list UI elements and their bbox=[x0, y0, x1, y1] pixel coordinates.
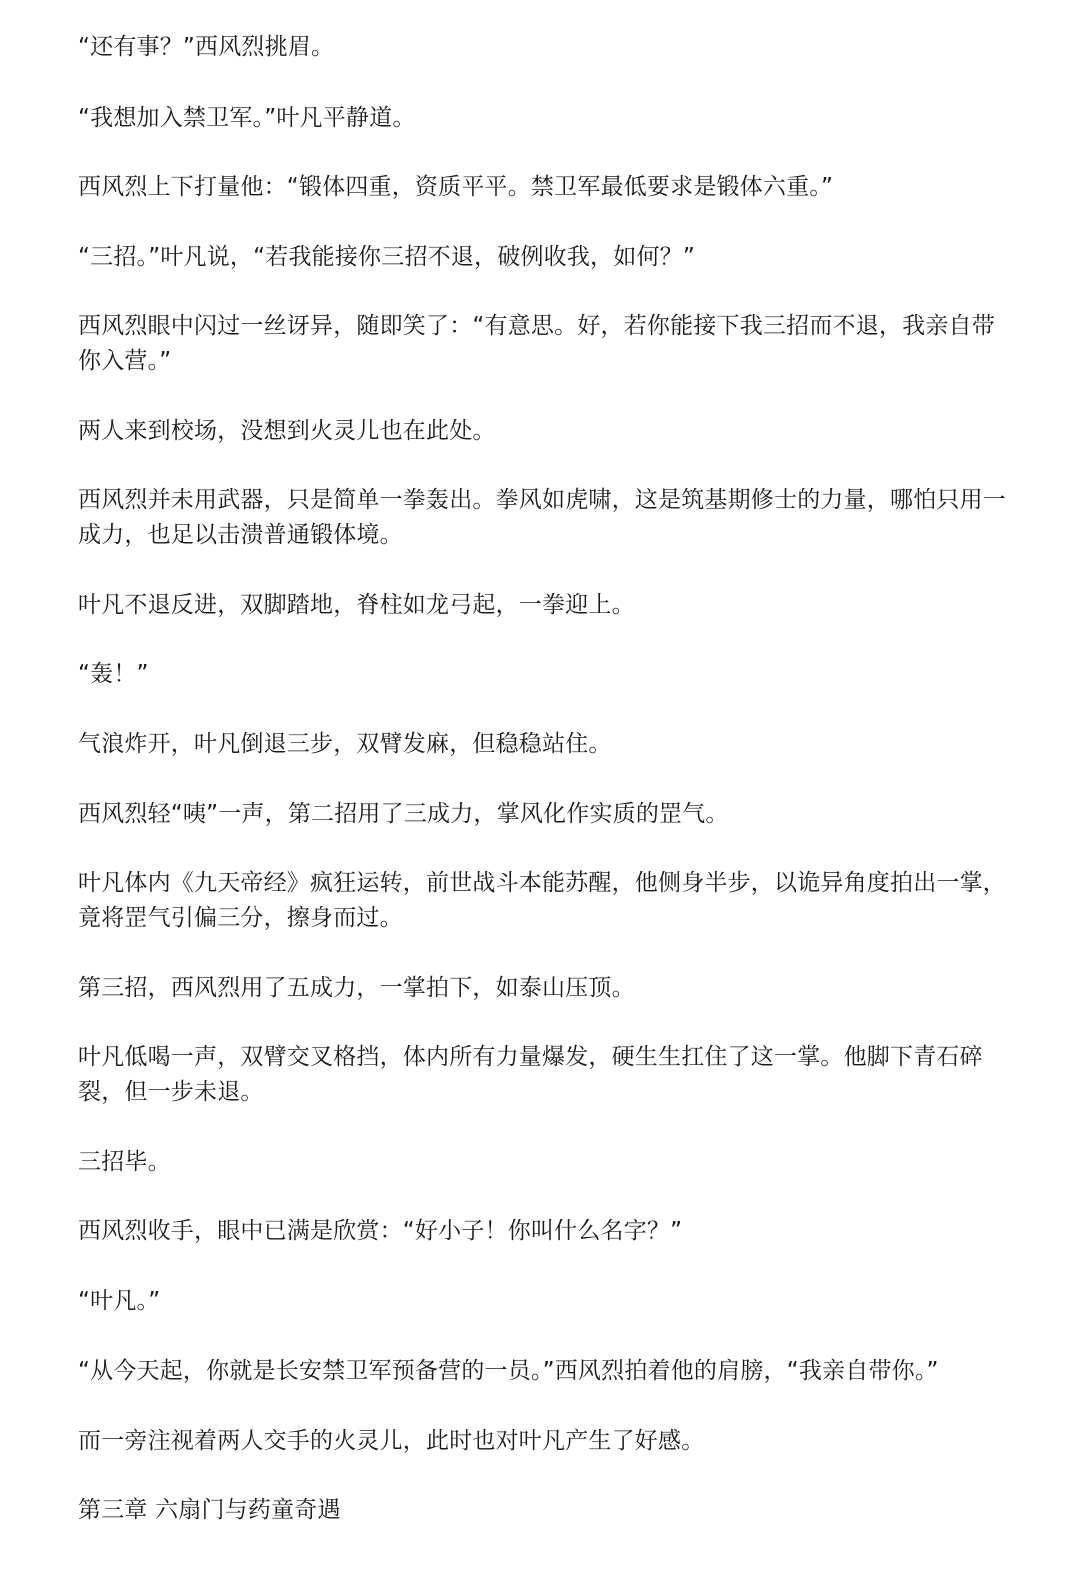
paragraph-10: 气浪炸开，叶凡倒退三步，双臂发麻，但稳稳站住。 bbox=[78, 731, 612, 757]
paragraph-4: “三招。”叶凡说，“若我能接你三招不退，破例收我，如何？” bbox=[78, 244, 695, 270]
chapter-heading: 第三章 六扇门与药童奇遇 bbox=[78, 1497, 341, 1523]
paragraph-15: 三招毕。 bbox=[78, 1149, 171, 1175]
paragraph-3: 西风烈上下打量他：“锻体四重，资质平平。禁卫军最低要求是锻体六重。” bbox=[78, 174, 834, 200]
paragraph-2: “我想加入禁卫军。”叶凡平静道。 bbox=[78, 105, 416, 131]
paragraph-14: 叶凡低喝一声，双臂交叉格挡，体内所有力量爆发，硬生生扛住了这一掌。他脚下青石碎裂，但一步未退。 bbox=[78, 1044, 983, 1105]
paragraph-6: 两人来到校场，没想到火灵儿也在此处。 bbox=[78, 418, 496, 444]
paragraph-11: 西风烈轻“咦”一声，第二招用了三成力，掌风化作实质的罡气。 bbox=[78, 801, 729, 827]
paragraph-18: “从今天起，你就是长安禁卫军预备营的一员。”西风烈拍着他的肩膀，“我亲自带你。” bbox=[78, 1358, 939, 1384]
paragraph-9: “轰！” bbox=[78, 661, 149, 687]
paragraph-12: 叶凡体内《九天帝经》疯狂运转，前世战斗本能苏醒，他侧身半步，以诡异角度拍出一掌，竟将罡气引偏三分，擦身而过。 bbox=[78, 870, 1006, 931]
paragraph-17: “叶凡。” bbox=[78, 1288, 161, 1314]
paragraph-19: 而一旁注视着两人交手的火灵儿，此时也对叶凡产生了好感。 bbox=[78, 1428, 705, 1454]
paragraph-16: 西风烈收手，眼中已满是欣赏：“好小子！你叫什么名字？” bbox=[78, 1218, 683, 1244]
paragraph-8: 叶凡不退反进，双脚踏地，脊柱如龙弓起，一拳迎上。 bbox=[78, 592, 635, 618]
paragraph-5: 西风烈眼中闪过一丝讶异，随即笑了：“有意思。好，若你能接下我三招而不退，我亲自带你入营。” bbox=[78, 313, 995, 374]
paragraph-13: 第三招，西风烈用了五成力，一掌拍下，如泰山压顶。 bbox=[78, 975, 635, 1001]
paragraph-1: “还有事？”西风烈挑眉。 bbox=[78, 34, 335, 60]
paragraph-7: 西风烈并未用武器，只是简单一拳轰出。拳风如虎啸，这是筑基期修士的力量，哪怕只用一成力，也足以击溃普通锻体境。 bbox=[78, 487, 1006, 548]
